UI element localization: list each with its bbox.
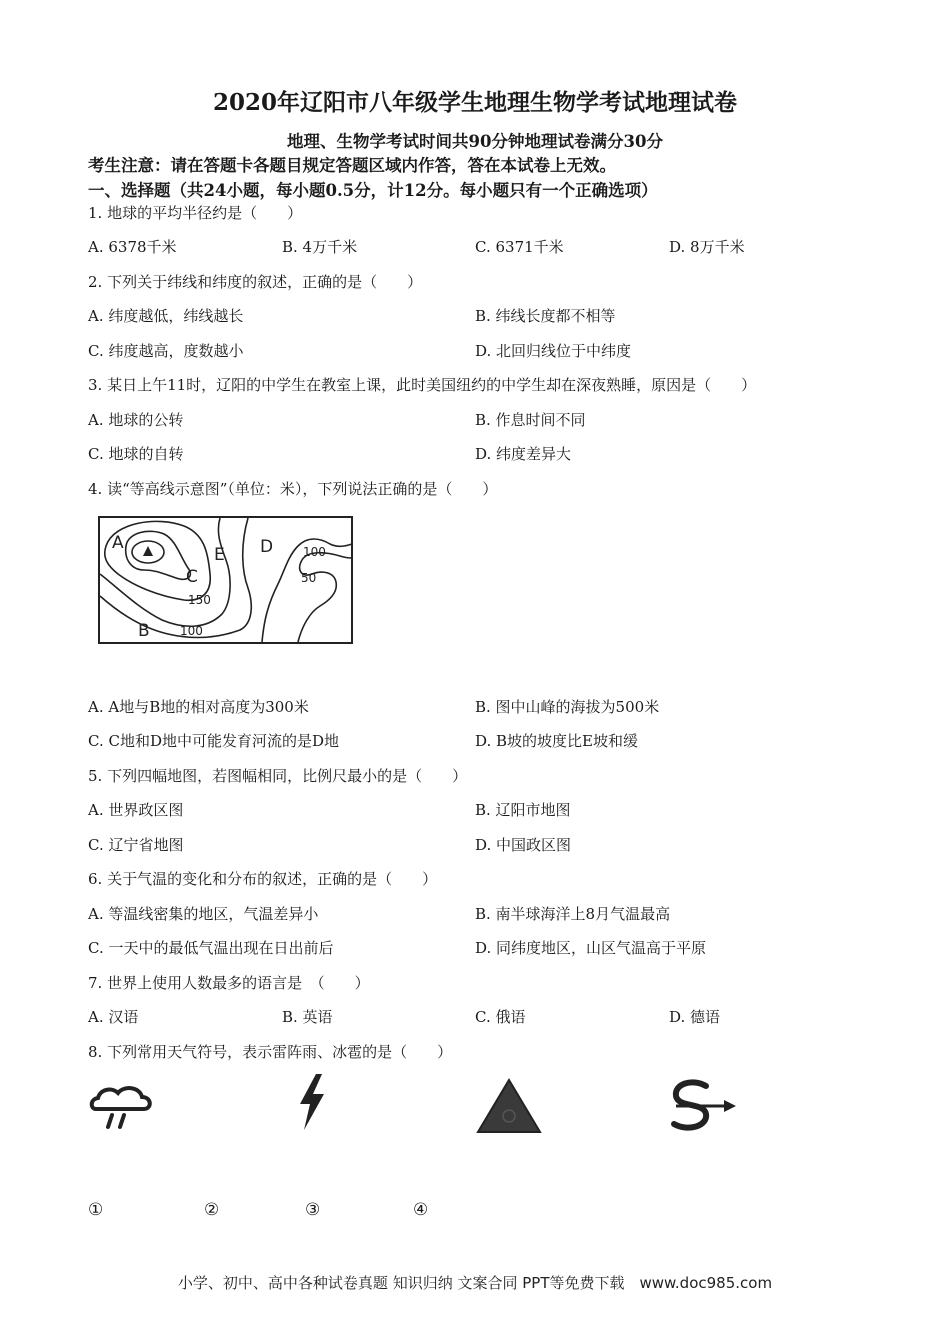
q5-option-c: C. 辽宁省地图: [88, 836, 184, 854]
map-label-100-bottom: 100: [180, 624, 203, 638]
q3-option-b: B. 作息时间不同: [475, 411, 586, 429]
q5-option-a: A. 世界政区图: [88, 801, 184, 819]
map-label-d: D: [260, 537, 274, 557]
question-4: 4. 读“等高线示意图”（单位：米），下列说法正确的是（ ）: [88, 480, 498, 498]
q7-option-d: D. 德语: [669, 1008, 721, 1026]
exam-notice: 考生注意：请在答题卡各题目规定答题区域内作答，答在本试卷上无效。: [88, 156, 616, 175]
q3-option-c: C. 地球的自转: [88, 445, 184, 463]
q7-option-c: C. 俄语: [475, 1008, 526, 1026]
q6-option-d: D. 同纬度地区，山区气温高于平原: [475, 939, 707, 957]
question-7: 7. 世界上使用人数最多的语言是 （ ）: [88, 974, 370, 992]
map-label-50: 50: [301, 571, 317, 585]
question-5: 5. 下列四幅地图，若图幅相同，比例尺最小的是（ ）: [88, 767, 468, 785]
q5-option-d: D. 中国政区图: [475, 836, 572, 854]
map-label-100-right: 100: [303, 545, 326, 559]
q1-option-a: A. 6378千米: [88, 238, 177, 256]
q3-option-d: D. 纬度差异大: [475, 445, 572, 463]
q7-option-a: A. 汉语: [88, 1008, 139, 1026]
rain-cloud-icon: [88, 1085, 154, 1131]
q4-option-b: B. 图中山峰的海拔为500米: [475, 698, 660, 716]
q6-option-a: A. 等温线密集的地区，气温差异小: [88, 905, 319, 923]
lightning-icon: [296, 1074, 328, 1130]
q1-option-b: B. 4万千米: [282, 238, 358, 256]
q4-option-c: C. C地和D地中可能发育河流的是D地: [88, 732, 340, 750]
q3-option-a: A. 地球的公转: [88, 411, 184, 429]
map-label-b: B: [138, 621, 150, 641]
q6-option-c: C. 一天中的最低气温出现在日出前后: [88, 939, 334, 957]
weather-number-2: ②: [204, 1200, 220, 1220]
map-label-e: E: [214, 545, 225, 565]
page-title: 2020年辽阳市八年级学生地理生物学考试地理试卷: [212, 89, 737, 116]
map-label-150: 150: [188, 593, 211, 607]
map-label-a: A: [112, 533, 124, 553]
question-1: 1. 地球的平均半径约是（ ）: [88, 204, 303, 222]
page-footer[interactable]: 小学、初中、高中各种试卷真题 知识归纳 文案合同 PPT等免费下载 www.doc985.com: [177, 1274, 773, 1292]
q2-option-d: D. 北回归线位于中纬度: [475, 342, 632, 360]
question-6: 6. 关于气温的变化和分布的叙述，正确的是（ ）: [88, 870, 438, 888]
contour-map: [98, 516, 354, 646]
weather-number-3: ③: [305, 1200, 321, 1220]
q4-option-a: A. A地与B地的相对高度为300米: [88, 698, 309, 716]
q2-option-c: C. 纬度越高，度数越小: [88, 342, 244, 360]
q7-option-b: B. 英语: [282, 1008, 333, 1026]
q1-option-c: C. 6371千米: [475, 238, 564, 256]
question-3: 3. 某日上午11时，辽阳的中学生在教室上课，此时美国纽约的中学生却在深夜熟睡，原因是（ ）: [88, 376, 757, 394]
weather-number-1: ①: [88, 1200, 104, 1220]
question-2: 2. 下列关于纬线和纬度的叙述，正确的是（ ）: [88, 273, 423, 291]
q2-option-b: B. 纬线长度都不相等: [475, 307, 616, 325]
q1-option-d: D. 8万千米: [669, 238, 745, 256]
q6-option-b: B. 南半球海洋上8月气温最高: [475, 905, 671, 923]
question-8: 8. 下列常用天气符号，表示雷阵雨、冰雹的是（ ）: [88, 1043, 453, 1061]
sandstorm-icon: [666, 1078, 738, 1134]
section-heading: 一、选择题（共24小题，每小题0.5分，计12分。每小题只有一个正确选项）: [88, 181, 658, 200]
q4-option-d: D. B坡的坡度比E坡和缓: [475, 732, 639, 750]
q2-option-a: A. 纬度越低，纬线越长: [88, 307, 244, 325]
q5-option-b: B. 辽阳市地图: [475, 801, 571, 819]
exam-subtitle: 地理、生物学考试时间共90分钟地理试卷满分30分: [287, 132, 663, 151]
weather-number-4: ④: [413, 1200, 429, 1220]
hail-triangle-icon: [476, 1078, 542, 1134]
map-label-c: C: [186, 567, 198, 587]
